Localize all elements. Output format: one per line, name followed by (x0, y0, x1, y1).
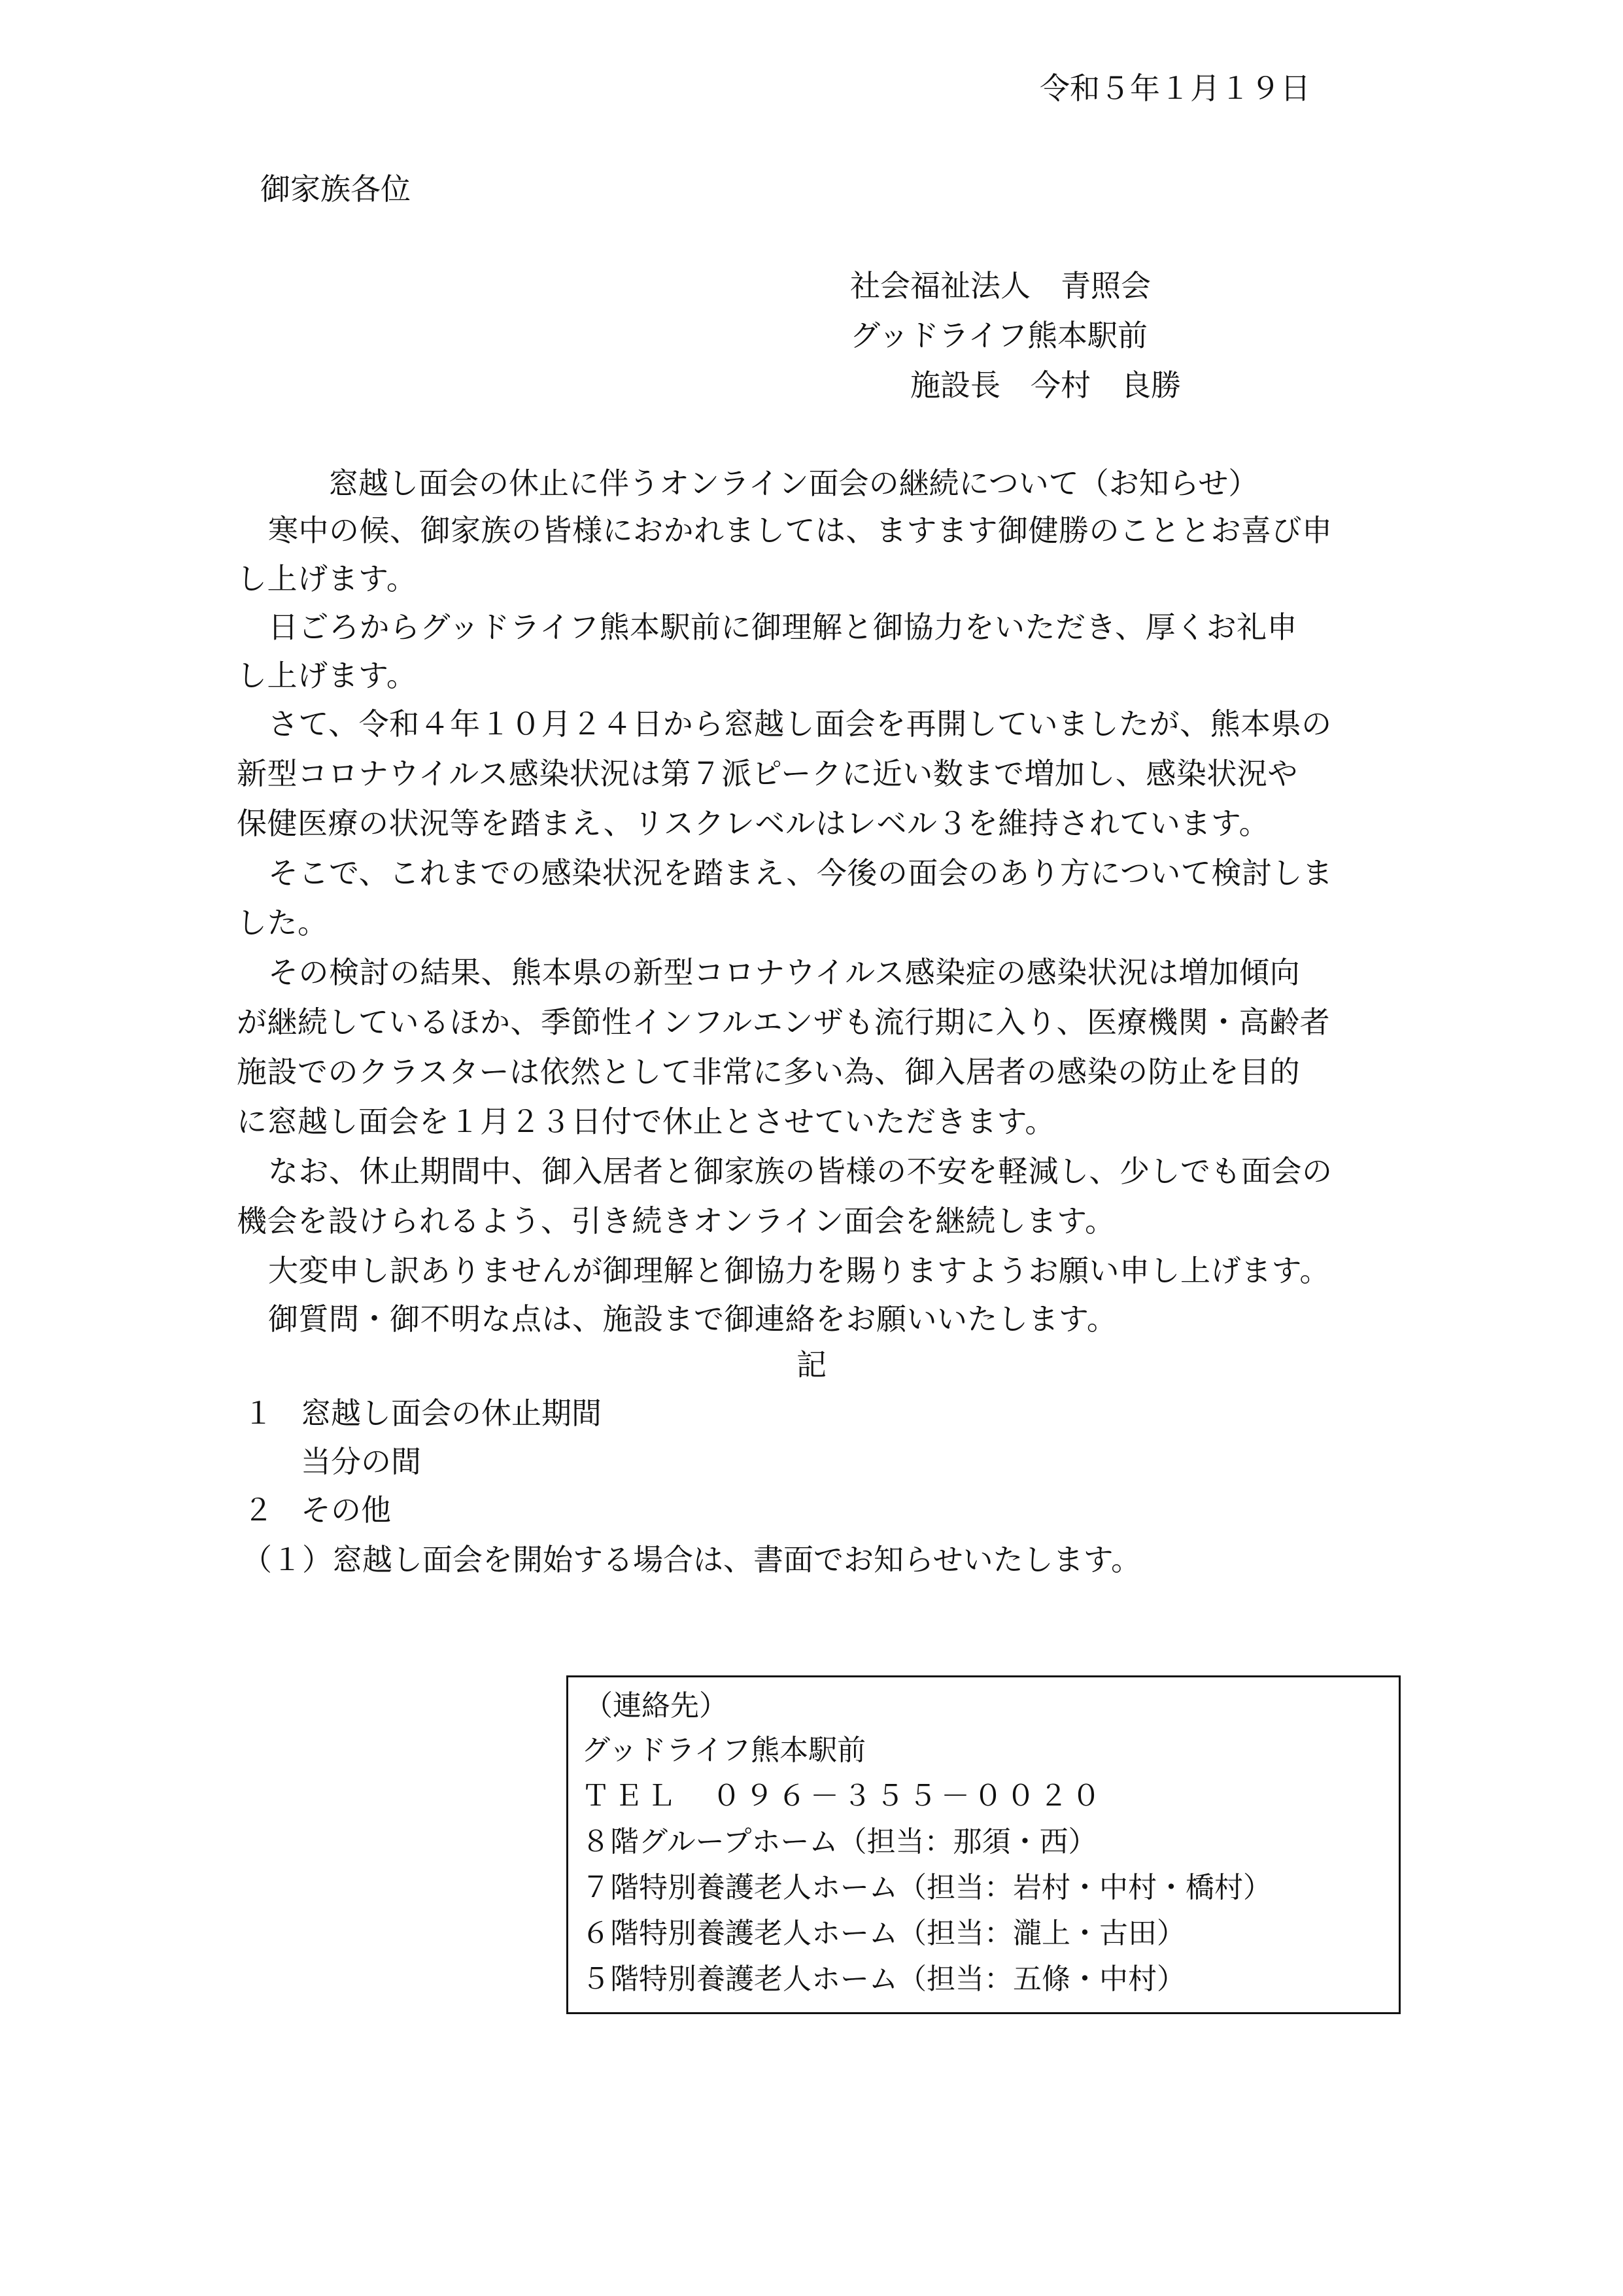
body-line: 寒中の候、御家族の皆様におかれましては、ますます御健勝のこととお喜び申 (268, 513, 1333, 548)
item2-number: ２ (243, 1492, 273, 1528)
body-line: し上げます。 (237, 658, 417, 693)
ki-heading: 記 (796, 1347, 827, 1382)
contact-line: ８階グループホーム（担当：那須・西） (581, 1825, 1097, 1859)
item1-value: 当分の間 (301, 1444, 421, 1479)
contact-tel: ＴＥＬ ０９６－３５５－００２０ (581, 1779, 1104, 1813)
body-line: 施設でのクラスターは依然として非常に多い為、御入居者の感染の防止を目的 (237, 1054, 1301, 1089)
item2-subitem: （１）窓越し面会を開始する場合は、書面でお知らせいたします。 (242, 1542, 1141, 1577)
body-line: そこで、これまでの感染状況を踏まえ、今後の面会のあり方について検討しま (268, 855, 1333, 891)
addressee: 御家族各位 (260, 171, 411, 207)
body-line: さて、令和４年１０月２４日から窓越し面会を再開していましたが、熊本県の (268, 706, 1332, 742)
body-line: 新型コロナウイルス感染状況は第７派ピークに近い数まで増加し、感染状況や (237, 756, 1298, 791)
contact-line: ６階特別養護老人ホーム（担当：瀧上・古田） (581, 1917, 1186, 1950)
body-line: その検討の結果、熊本県の新型コロナウイルス感染症の感染状況は増加傾向 (268, 955, 1301, 990)
contact-line: ５階特別養護老人ホーム（担当：五條・中村） (581, 1962, 1186, 1996)
sender-facility: グッドライフ熊本駅前 (850, 318, 1148, 353)
sender-organization: 社会福祉法人 青照会 (850, 268, 1151, 303)
item1-label: 窓越し面会の休止期間 (301, 1396, 602, 1431)
contact-facility: グッドライフ熊本駅前 (581, 1734, 866, 1767)
body-line: に窓越し面会を１月２３日付で休止とさせていただきます。 (237, 1104, 1055, 1139)
body-line: 機会を設けられるよう、引き続きオンライン面会を継続します。 (237, 1203, 1116, 1239)
body-line: し上げます。 (237, 561, 417, 596)
contact-box (566, 1675, 1401, 2014)
notice-title: 窓越し面会の休止に伴うオンライン面会の継続について（お知らせ） (328, 466, 1259, 501)
body-line: した。 (237, 905, 328, 940)
item2-label: その他 (301, 1492, 391, 1528)
body-line: なお、休止期間中、御入居者と御家族の皆様の不安を軽減し、少しでも面会の (268, 1154, 1333, 1189)
body-line: 大変申し訳ありませんが御理解と御協力を賜りますようお願い申し上げます。 (268, 1253, 1330, 1288)
contact-line: ７階特別養護老人ホーム（担当：岩村・中村・橋村） (581, 1871, 1272, 1904)
sender-director: 施設長 今村 良勝 (910, 368, 1181, 403)
item1-number: １ (243, 1396, 273, 1431)
body-line: が継続しているほか、季節性インフルエンザも流行期に入り、医療機関・高齢者 (237, 1004, 1331, 1040)
body-line: 保健医療の状況等を踏まえ、リスクレベルはレベル３を維持されています。 (237, 806, 1270, 841)
body-line: 日ごろからグッドライフ熊本駅前に御理解と御協力をいただき、厚くお礼申 (268, 609, 1298, 645)
body-line: 御質問・御不明な点は、施設まで御連絡をお願いいたします。 (268, 1301, 1118, 1337)
document-date: 令和５年１月１９日 (1040, 71, 1310, 106)
contact-heading: （連絡先） (584, 1689, 728, 1722)
